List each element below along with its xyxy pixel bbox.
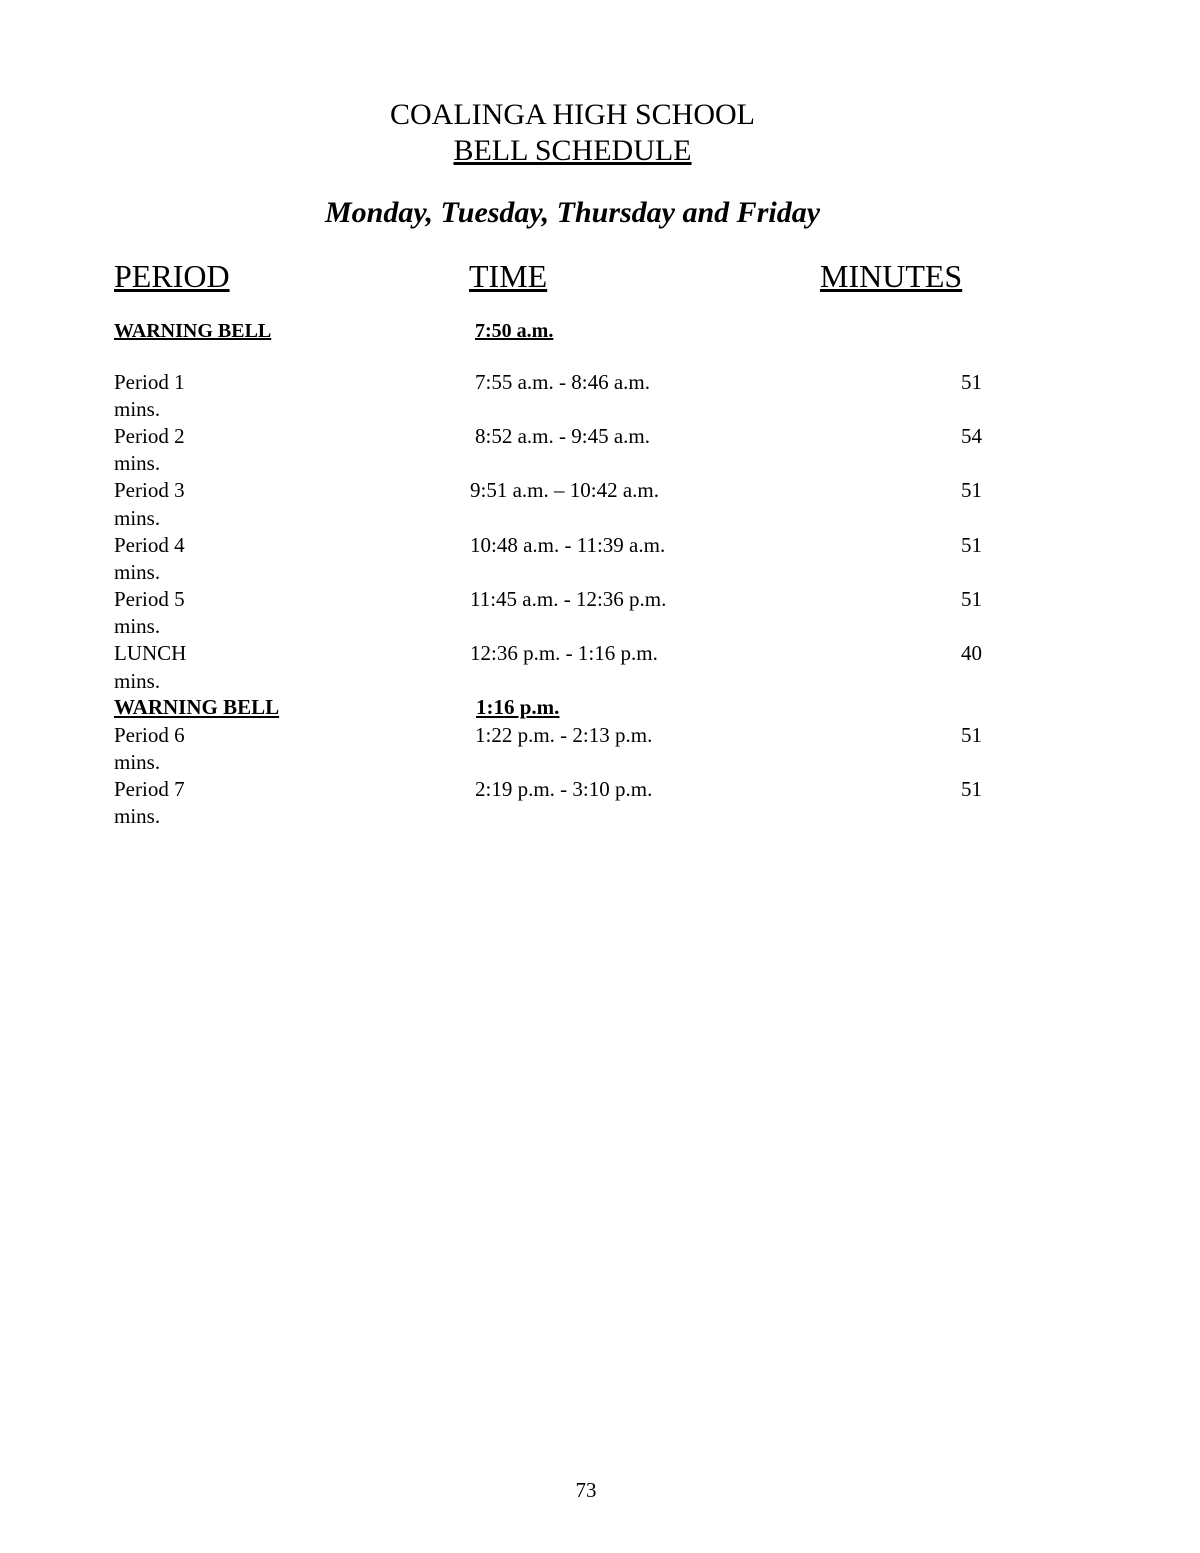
row-minutes: 51 (961, 723, 982, 747)
row-unit: mins. (114, 669, 161, 693)
column-header-period: PERIOD (114, 258, 230, 294)
row-period: Period 6 (114, 723, 185, 747)
row-minutes: 51 (961, 533, 982, 557)
row-period: LUNCH (114, 641, 187, 665)
row-minutes: 40 (961, 641, 982, 665)
row-period: Period 7 (114, 777, 185, 801)
column-header-time: TIME (469, 258, 548, 294)
page-number: 73 (575, 1478, 597, 1502)
row-time: 8:52 a.m. - 9:45 a.m. (475, 424, 650, 448)
row-unit: mins. (114, 804, 161, 828)
warning-bell-label: WARNING BELL (114, 695, 280, 719)
warning-bell-time: 7:50 a.m. (475, 320, 554, 342)
row-time: 10:48 a.m. - 11:39 a.m. (470, 533, 666, 557)
row-time: 2:19 p.m. - 3:10 p.m. (475, 777, 653, 801)
row-unit: mins. (114, 614, 161, 638)
row-period: Period 4 (114, 533, 185, 557)
warning-bell-label: WARNING BELL (114, 320, 272, 342)
row-unit: mins. (114, 451, 161, 475)
row-unit: mins. (114, 506, 161, 530)
row-time: 9:51 a.m. – 10:42 a.m. (470, 478, 659, 502)
schedule-heading: BELL SCHEDULE (453, 134, 692, 167)
row-period: Period 3 (114, 478, 185, 502)
row-time: 7:55 a.m. - 8:46 a.m. (475, 370, 650, 394)
row-unit: mins. (114, 750, 161, 774)
column-header-minutes: MINUTES (820, 258, 963, 294)
row-time: 12:36 p.m. - 1:16 p.m. (470, 641, 658, 665)
schedule-days: Monday, Tuesday, Thursday and Friday (324, 196, 821, 229)
row-unit: mins. (114, 560, 161, 584)
row-period: Period 2 (114, 424, 185, 448)
row-minutes: 51 (961, 478, 982, 502)
school-name: COALINGA HIGH SCHOOL (390, 98, 755, 131)
row-minutes: 51 (961, 777, 982, 801)
row-time: 1:22 p.m. - 2:13 p.m. (475, 723, 653, 747)
row-unit: mins. (114, 397, 161, 421)
row-time: 11:45 a.m. - 12:36 p.m. (470, 587, 667, 611)
row-minutes: 51 (961, 370, 982, 394)
warning-bell-time: 1:16 p.m. (476, 695, 560, 719)
row-minutes: 51 (961, 587, 982, 611)
row-period: Period 5 (114, 587, 185, 611)
row-period: Period 1 (114, 370, 185, 394)
row-minutes: 54 (961, 424, 982, 448)
